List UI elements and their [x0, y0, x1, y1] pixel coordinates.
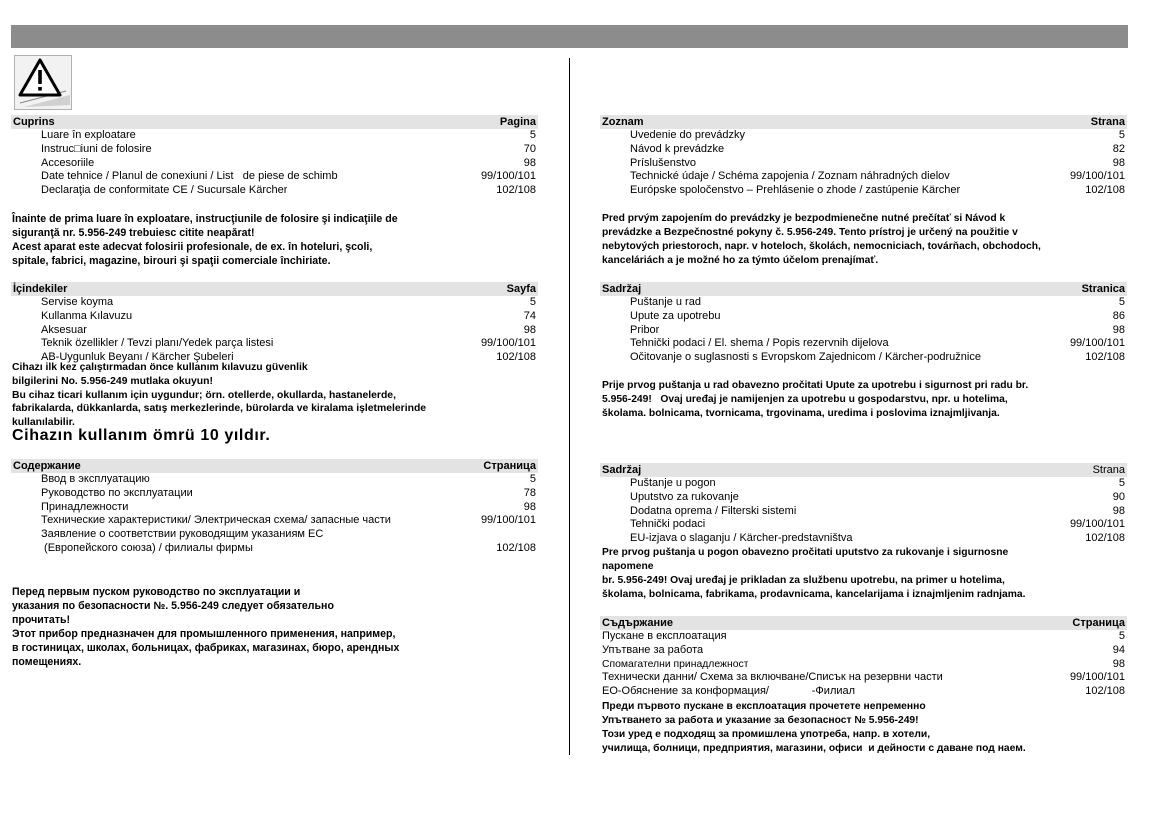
notice-line: nebytových priestoroch, napr. v hoteloch, školách, nemocniciach, továrňach, obchodoch, [602, 241, 1041, 252]
notice-line: kullanılabilir. [12, 417, 75, 429]
toc-sk [600, 115, 1127, 198]
toc-sr [600, 463, 1127, 546]
toc-entry-page: 94 [1112, 643, 1125, 656]
toc-entry-page: 5 [529, 296, 536, 308]
toc-row [600, 296, 1127, 310]
toc-row [11, 184, 538, 198]
toc-header-page: Strana [1090, 116, 1125, 128]
toc-header-title: Zoznam [602, 116, 644, 128]
toc-tr [11, 282, 538, 365]
toc-header [11, 282, 538, 296]
toc-row [11, 514, 538, 528]
notice-line: br. 5.956-249! Ovaj uređaj je prikladan za službenu upotrebu, na primer u hotelima, [602, 575, 1005, 586]
toc-entry-title: Tehnički podaci / El. shema / Popis rezervnih dijelova [630, 337, 889, 350]
toc-header-title: Sadržaj [602, 464, 642, 476]
toc-header [600, 282, 1127, 296]
toc-entry-title: ЕО-Обяснение за конформация/ -Филиал [602, 685, 856, 698]
notice-line: napomene [602, 561, 654, 572]
toc-entry-page: 99/100/101 [480, 337, 536, 350]
toc-entry-page: 5 [1118, 477, 1125, 489]
toc-entry-page: 99/100/101 [480, 514, 536, 527]
notice-line: spitale, fabrici, magazine, birouri şi spaţii comerciale închiriate. [12, 255, 331, 267]
toc-header [11, 115, 538, 129]
toc-header-title: Cuprins [13, 116, 55, 128]
toc-entry-title: Upute za upotrebu [630, 309, 721, 322]
toc-entry-page: 98 [523, 156, 536, 169]
toc-entry-page: 5 [529, 129, 536, 141]
toc-entry-title: Uputstvo za rukovanje [630, 490, 739, 503]
notice-ru [12, 585, 399, 669]
toc-entry-title: Заявление о соответствии руководящим указаниям ЕС [41, 528, 324, 541]
toc-header-page: Страница [483, 460, 536, 472]
toc-entry-title: Технически данни/ Схема за включване/Списък на резервни части [602, 671, 943, 684]
toc-entry-page: 5 [1118, 296, 1125, 308]
notice-sr [602, 546, 1026, 602]
toc-entry-title: (Европейского союза) / филиалы фирмы [41, 541, 253, 554]
notice-line: prevádzke a Bezpečnostné pokyny č. 5.956-249. Tento prístroj je určený na použitie v [602, 227, 1018, 238]
toc-row [600, 170, 1127, 184]
toc-row [11, 473, 538, 487]
toc-header-title: İçindekiler [13, 283, 68, 295]
toc-row [600, 310, 1127, 324]
toc-entry-page: 98 [523, 500, 536, 513]
toc-entry-title: Európske spoločenstvo – Prehlásenie o zhode / zastúpenie Kärcher [630, 184, 961, 197]
toc-entry-page: 102/108 [496, 541, 536, 554]
toc-entry-page: 5 [1118, 630, 1125, 642]
notice-bg [602, 700, 1026, 756]
toc-entry-title: Declaraţia de conformitate CE / Sucursale Kärcher [41, 184, 288, 197]
toc-entry-title: Accesoriile [41, 156, 95, 169]
toc-row [600, 143, 1127, 157]
notice-line: Bu cihaz ticari kullanım için uygundur; örn. otellerde, okullarda, hastanelerde, [12, 389, 396, 401]
notice-hr [602, 379, 1028, 421]
toc-entry-page: 86 [1112, 309, 1125, 322]
notice-line: školama, bolnicama, fabrikama, prodavnicama, kancelarijama i iznajmljenim radnjama. [602, 589, 1026, 600]
toc-row [600, 518, 1127, 532]
toc-row [11, 143, 538, 157]
toc-entry-page: 98 [1112, 504, 1125, 517]
notice-ro [12, 212, 398, 268]
toc-row [600, 491, 1127, 505]
toc-entry-title: Спомагателни принадлежност [602, 658, 749, 670]
toc-entry-page: 98 [1112, 657, 1125, 670]
toc-entry-page: 5 [1118, 129, 1125, 141]
toc-header-page: Pagina [499, 116, 536, 128]
toc-hr [600, 282, 1127, 365]
toc-header-page: Страница [1072, 617, 1125, 629]
notice-tr [12, 361, 426, 430]
notice-line: Pred prvým zapojením do prevádzky je bezpodmienečne nutné prečítať si Návod k [602, 213, 1006, 224]
toc-entry-page: 98 [1112, 323, 1125, 336]
toc-row [11, 542, 538, 556]
toc-entry-page: 102/108 [1085, 532, 1125, 545]
toc-entry-title: Očitovanje o suglasnosti s Evropskom Zajednicom / Kärcher-podružnice [630, 351, 981, 364]
toc-row [600, 324, 1127, 338]
toc-header-page: Strana [1092, 464, 1125, 476]
notice-line: Acest aparat este adecvat folosirii profesionale, de ex. în hoteluri, şcoli, [12, 241, 373, 253]
toc-row [11, 310, 538, 324]
lifetime-note: Cihazın kullanım ömrü 10 yıldır. [12, 427, 271, 444]
toc-entry-title: Pribor [630, 323, 660, 336]
toc-entry-title: Servise koyma [41, 296, 114, 308]
toc-entry-page: 90 [1112, 490, 1125, 503]
notice-line: прочитать! [12, 614, 71, 626]
toc-row [11, 157, 538, 171]
notice-line: Înainte de prima luare în exploatare, instrucţiunile de folosire şi indicaţiile de [12, 213, 398, 225]
toc-entry-page: 82 [1112, 142, 1125, 155]
toc-row [600, 477, 1127, 491]
toc-entry-title: Luare în exploatare [41, 129, 136, 141]
toc-entry-title: Технические характеристики/ Электрическая схема/ запасные части [41, 514, 391, 527]
toc-entry-page: 99/100/101 [1069, 671, 1125, 684]
toc-row [600, 532, 1127, 546]
toc-header-page: Stranica [1081, 283, 1125, 295]
toc-header [600, 463, 1127, 477]
toc-entry-title: Príslušenstvo [630, 156, 697, 169]
notice-line: Преди първото пускане в експлоатация прочетете непременно [602, 701, 926, 712]
toc-entry-page: 102/108 [496, 184, 536, 197]
notice-line: Перед первым пуском руководство по эксплуатации и [12, 586, 301, 598]
toc-row [11, 324, 538, 338]
toc-entry-page: 5 [529, 473, 536, 485]
toc-entry-title: Puštanje u pogon [630, 477, 716, 489]
toc-bg [600, 616, 1127, 699]
toc-row [600, 351, 1127, 365]
toc-entry-page: 102/108 [496, 351, 536, 364]
toc-entry-page: 99/100/101 [480, 170, 536, 183]
notice-line: училища, болници, предприятия, магазини, офиси и дейности с даване под наем. [602, 743, 1026, 754]
toc-header [11, 459, 538, 473]
toc-row [11, 528, 538, 542]
toc-header-title: Содержание [13, 460, 81, 472]
toc-entry-title: Руководство по эксплуатации [41, 486, 193, 499]
toc-entry-page: 74 [523, 309, 536, 322]
toc-row [600, 129, 1127, 143]
notice-line: Pre prvog puštanja u pogon obavezno pročitati uputstvo za rukovanje i sigurnosne [602, 547, 1009, 558]
toc-row [11, 170, 538, 184]
toc-entry-title: Dodatna oprema / Filterski sistemi [630, 504, 797, 517]
toc-row [600, 505, 1127, 519]
toc-row [600, 671, 1127, 685]
toc-entry-page: 102/108 [1085, 685, 1125, 698]
toc-entry-title: Пускане в експлоатация [602, 630, 727, 642]
toc-row [600, 658, 1127, 672]
notice-line: fabrikalarda, dükkanlarda, satış merkezlerinde, bürolarda ve kiralama işletmelerinde [12, 403, 427, 415]
notice-line: bilgilerini No. 5.956-249 mutlaka okuyun! [12, 375, 213, 387]
toc-row [600, 337, 1127, 351]
toc-entry-page: 98 [1112, 156, 1125, 169]
toc-row [600, 685, 1127, 699]
toc-entry-title: Упътване за работа [602, 643, 704, 656]
toc-entry-title: Kullanma Kılavuzu [41, 309, 133, 322]
toc-ru [11, 459, 538, 556]
toc-entry-title: Puštanje u rad [630, 296, 701, 308]
notice-line: Cihazı ilk kez çalıştırmadan önce kullanım kılavuzu güvenlik [12, 362, 308, 373]
toc-entry-page: 99/100/101 [1069, 337, 1125, 350]
toc-entry-title: Technické údaje / Schéma zapojenia / Zoznam náhradných dielov [630, 170, 950, 183]
toc-header-page: Sayfa [506, 283, 536, 295]
toc-entry-page: 102/108 [1085, 184, 1125, 197]
toc-entry-title: Принадлежности [41, 500, 129, 513]
toc-entry-page: 99/100/101 [1069, 170, 1125, 183]
toc-row [600, 157, 1127, 171]
toc-entry-page: 99/100/101 [1069, 518, 1125, 531]
toc-entry-title: Instruc□iuni de folosire [41, 142, 152, 155]
toc-row [600, 630, 1127, 644]
toc-row [11, 296, 538, 310]
notice-line: školama. bolnicama, tvornicama, trgovinama, uredima i poslovima iznajmljivanja. [602, 408, 1000, 419]
notice-line: помещениях. [12, 656, 82, 668]
notice-line: 5.956-249! Ovaj uređaj je namijenjen za upotrebu u gospodarstvu, npr. u hotelima, [602, 394, 1008, 405]
notice-line: kanceláriách a je možné ho za týmto účelom prenajímať. [602, 255, 879, 266]
column-divider [569, 58, 570, 755]
toc-entry-title: Tehnički podaci [630, 518, 706, 531]
warning-icon [14, 55, 72, 110]
notice-line: указания по безопасности №. 5.956-249 следует обязательно [12, 600, 334, 612]
notice-line: siguranţă nr. 5.956-249 trebuiesc citite neapărat! [12, 227, 255, 239]
toc-row [11, 501, 538, 515]
toc-row [11, 337, 538, 351]
toc-header [600, 115, 1127, 129]
notice-sk [602, 212, 1041, 268]
toc-header-title: Sadržaj [602, 283, 642, 295]
notice-line: Този уред е подходящ за промишлена употреба, напр. в хотели, [602, 729, 931, 740]
toc-header [600, 616, 1127, 630]
notice-line: Упътването за работа и указание за безопасност № 5.956-249! [602, 715, 919, 726]
toc-entry-title: Uvedenie do prevádzky [630, 129, 745, 141]
toc-header-title: Съдържание [602, 617, 673, 629]
toc-row [600, 184, 1127, 198]
toc-row [600, 644, 1127, 658]
toc-entry-title: Date tehnice / Planul de conexiuni / List de piese de schimb [41, 170, 338, 183]
toc-entry-title: Aksesuar [41, 323, 87, 336]
toc-entry-page: 70 [523, 142, 536, 155]
toc-entry-title: Návod k prevádzke [630, 142, 725, 155]
notice-line: в гостиницах, школах, больницах, фабриках, магазинах, бюро, арендных [12, 642, 400, 654]
toc-entry-title: Teknik özellikler / Tevzi planı/Yedek parça listesi [41, 337, 274, 350]
toc-row [11, 487, 538, 501]
toc-entry-page: 98 [523, 323, 536, 336]
toc-entry-page: 102/108 [1085, 351, 1125, 364]
notice-line: Prije prvog puštanja u rad obavezno pročitati Upute za upotrebu i sigurnost pri radu br. [602, 380, 1029, 391]
toc-entry-title: AB-Uygunluk Beyanı / Kärcher Şubeleri [41, 351, 234, 364]
notice-line: Этот прибор предназначен для промышленного применения, например, [12, 628, 396, 640]
toc-ro [11, 115, 538, 198]
toc-row [11, 129, 538, 143]
toc-entry-page: 78 [523, 486, 536, 499]
toc-entry-title: Ввод в эксплуатацию [41, 473, 150, 485]
top-bar [11, 25, 1128, 48]
toc-entry-title: EU-izjava o slaganju / Kärcher-predstavništva [630, 532, 853, 545]
